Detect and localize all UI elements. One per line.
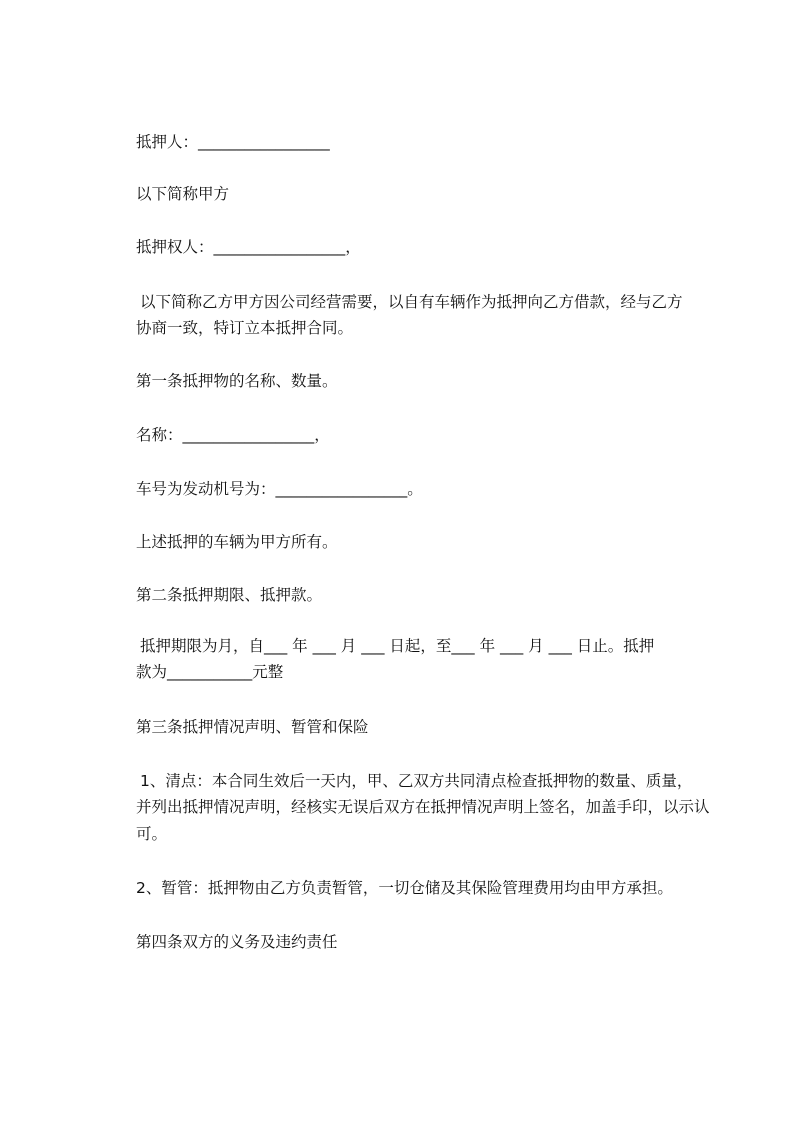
term-line-2: 款为___________元整 bbox=[136, 663, 284, 681]
inventory-line-1: 1、清点：本合同生效后一天内，甲、乙双方共同清点检查抵押物的数量、质量， bbox=[140, 772, 693, 790]
article-3-title: 第三条抵押情况声明、暂管和保险 bbox=[136, 718, 369, 736]
intro-line-2: 协商一致，特订立本抵押合同。 bbox=[136, 319, 354, 337]
plate-engine-field-line: 车号为发动机号为：_________________。 bbox=[136, 480, 423, 498]
intro-line-1: 以下简称乙方甲方因公司经营需要，以自有车辆作为抵押向乙方借款，经与乙方 bbox=[140, 293, 683, 311]
mortgagee-line: 抵押权人：_________________， bbox=[136, 238, 361, 256]
term-line-1: 抵押期限为月，自___ 年 ___ 月 ___ 日起，至___ 年 ___ 月 ___ 日止。抵押 bbox=[140, 637, 655, 655]
mortgagor-line: 抵押人：_________________ bbox=[136, 133, 330, 151]
custody-line: 2、暂管：抵押物由乙方负责暂管，一切仓储及其保险管理费用均由甲方承担。 bbox=[136, 879, 673, 897]
inventory-line-3: 可。 bbox=[136, 825, 168, 843]
name-field-line: 名称：_________________， bbox=[136, 426, 330, 444]
article-1-title: 第一条抵押物的名称、数量。 bbox=[136, 372, 338, 390]
ownership-line: 上述抵押的车辆为甲方所有。 bbox=[136, 533, 338, 551]
article-2-title: 第二条抵押期限、抵押款。 bbox=[136, 586, 323, 604]
inventory-line-2: 并列出抵押情况声明，经核实无误后双方在抵押情况声明上签名，加盖手印，以示认 bbox=[136, 798, 710, 816]
party-a-note: 以下简称甲方 bbox=[136, 185, 230, 203]
article-4-title: 第四条双方的义务及违约责任 bbox=[136, 933, 338, 951]
